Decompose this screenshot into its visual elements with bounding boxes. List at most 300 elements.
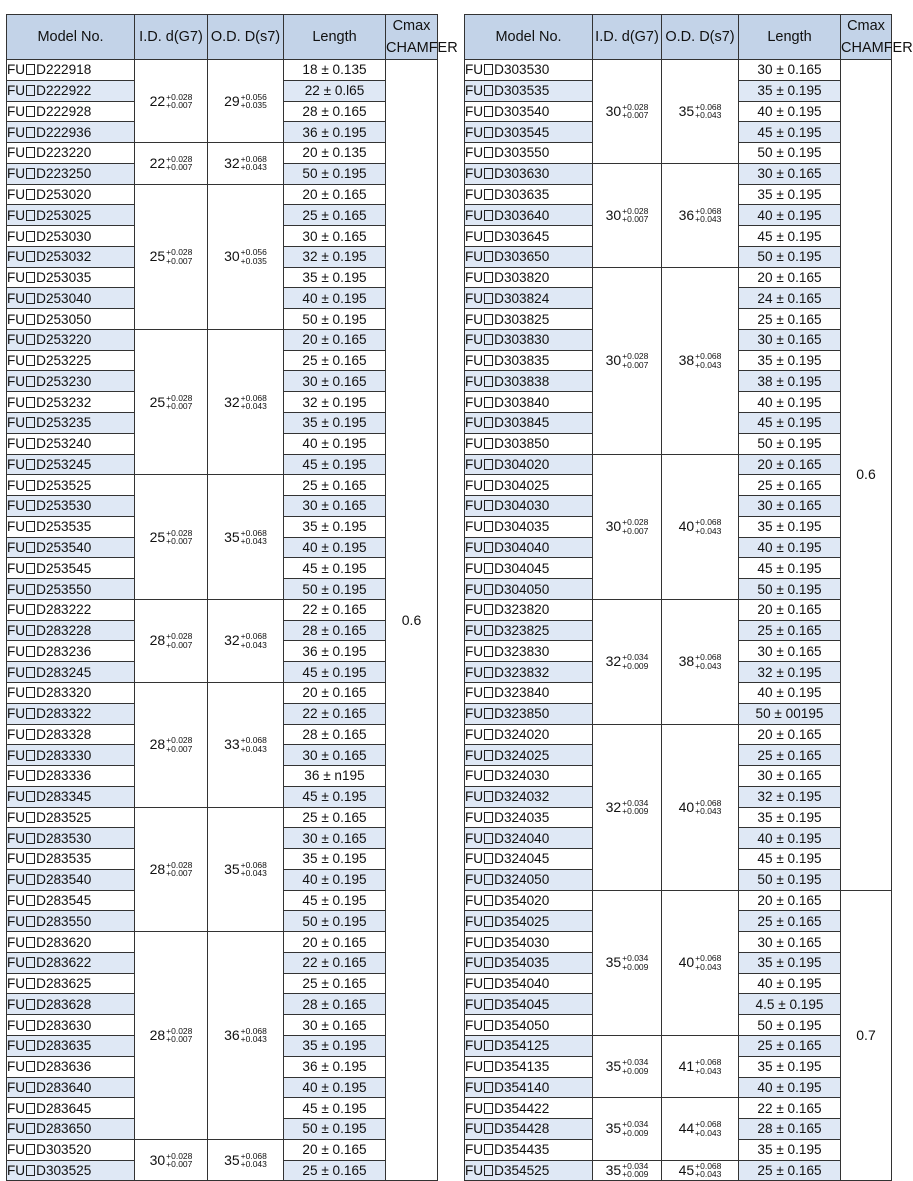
header-chamfer-bottom: CHAMFER bbox=[386, 40, 458, 56]
model-suffix: D324025 bbox=[494, 747, 550, 763]
model-suffix: D283525 bbox=[36, 809, 92, 825]
model-prefix: FU bbox=[465, 207, 484, 223]
model-prefix: FU bbox=[7, 249, 26, 265]
length-cell: 36 ± 0.195 bbox=[284, 122, 386, 143]
id-cell bbox=[593, 599, 662, 724]
model-suffix: D303820 bbox=[494, 270, 550, 286]
model-cell bbox=[465, 1160, 593, 1181]
model-suffix: D303535 bbox=[494, 83, 550, 99]
model-variant-box bbox=[484, 563, 493, 574]
model-suffix: D303840 bbox=[494, 394, 550, 410]
length-cell: 45 ± 0.195 bbox=[739, 226, 841, 247]
model-variant-box bbox=[484, 604, 493, 615]
model-prefix: FU bbox=[7, 726, 26, 742]
od-value bbox=[224, 1026, 267, 1045]
model-variant-box bbox=[484, 314, 493, 325]
model-suffix: D324020 bbox=[494, 726, 550, 742]
model-cell bbox=[7, 60, 135, 81]
length-cell: 25 ± 0.165 bbox=[739, 1035, 841, 1056]
length-cell: 50 ± 0.195 bbox=[739, 869, 841, 890]
od-value bbox=[224, 1151, 267, 1170]
model-suffix: D222936 bbox=[36, 124, 92, 140]
od-tol-lower: +0.043 bbox=[695, 214, 722, 225]
model-prefix: FU bbox=[465, 934, 484, 950]
model-prefix: FU bbox=[7, 664, 26, 680]
model-variant-box bbox=[484, 459, 493, 470]
model-suffix: D303525 bbox=[36, 1162, 92, 1178]
model-variant-box bbox=[26, 334, 35, 345]
od-base: 40 bbox=[678, 798, 695, 815]
model-variant-box bbox=[26, 1020, 35, 1031]
model-cell bbox=[7, 1160, 135, 1181]
od-value bbox=[224, 528, 267, 547]
length-cell: 4.5 ± 0.195 bbox=[739, 994, 841, 1015]
model-variant-box bbox=[26, 750, 35, 761]
model-cell bbox=[465, 371, 593, 392]
length-cell: 20 ± 0.165 bbox=[739, 267, 841, 288]
id-value bbox=[606, 1057, 649, 1076]
header-length: Length bbox=[284, 15, 386, 60]
od-tolerance bbox=[695, 799, 721, 816]
model-variant-box bbox=[484, 1040, 493, 1051]
model-variant-box bbox=[484, 853, 493, 864]
model-cell bbox=[465, 350, 593, 371]
model-cell bbox=[7, 267, 135, 288]
model-suffix: D253550 bbox=[36, 581, 92, 597]
model-prefix: FU bbox=[465, 456, 484, 472]
od-value bbox=[679, 953, 722, 972]
model-suffix: D253232 bbox=[36, 394, 92, 410]
model-variant-box bbox=[484, 1165, 493, 1176]
model-suffix: D253245 bbox=[36, 456, 92, 472]
od-base: 40 bbox=[678, 518, 695, 535]
id-tol-upper: +0.028 bbox=[166, 153, 193, 164]
model-prefix: FU bbox=[7, 1017, 26, 1033]
model-variant-box bbox=[484, 833, 493, 844]
id-cell bbox=[135, 932, 208, 1140]
model-cell bbox=[465, 599, 593, 620]
id-base: 28 bbox=[149, 632, 166, 649]
model-variant-box bbox=[26, 85, 35, 96]
model-variant-box bbox=[26, 64, 35, 75]
table-row bbox=[7, 143, 438, 164]
model-suffix: D354045 bbox=[494, 996, 550, 1012]
length-cell: 32 ± 0.195 bbox=[739, 662, 841, 683]
model-prefix: FU bbox=[465, 706, 484, 722]
model-variant-box bbox=[26, 563, 35, 574]
od-value bbox=[224, 92, 267, 111]
length-cell: 22 ± 0.165 bbox=[284, 599, 386, 620]
model-suffix: D253032 bbox=[36, 249, 92, 265]
model-cell bbox=[7, 163, 135, 184]
model-suffix: D283322 bbox=[36, 706, 92, 722]
id-tolerance bbox=[166, 394, 192, 411]
model-prefix: FU bbox=[7, 83, 26, 99]
model-variant-box bbox=[26, 895, 35, 906]
length-cell: 18 ± 0.135 bbox=[284, 60, 386, 81]
model-variant-box bbox=[484, 231, 493, 242]
model-prefix: FU bbox=[7, 955, 26, 971]
model-prefix: FU bbox=[7, 685, 26, 701]
length-cell: 40 ± 0.195 bbox=[284, 537, 386, 558]
id-value bbox=[150, 393, 193, 412]
model-cell bbox=[465, 205, 593, 226]
od-cell bbox=[208, 1139, 284, 1181]
model-variant-box bbox=[26, 189, 35, 200]
model-suffix: D283550 bbox=[36, 913, 92, 929]
length-cell: 22 ± 0.165 bbox=[284, 703, 386, 724]
model-prefix: FU bbox=[465, 145, 484, 161]
model-variant-box bbox=[26, 417, 35, 428]
model-prefix: FU bbox=[7, 270, 26, 286]
header-id: I.D. d(G7) bbox=[135, 15, 208, 60]
model-suffix: D323832 bbox=[494, 664, 550, 680]
length-cell: 25 ± 0.165 bbox=[739, 309, 841, 330]
model-variant-box bbox=[26, 210, 35, 221]
model-cell bbox=[7, 1015, 135, 1036]
length-cell: 25 ± 0.165 bbox=[739, 745, 841, 766]
model-variant-box bbox=[26, 625, 35, 636]
od-value bbox=[224, 154, 267, 173]
id-tol-upper: +0.028 bbox=[166, 859, 193, 870]
id-base: 25 bbox=[149, 528, 166, 545]
od-tol-lower: +0.043 bbox=[240, 401, 267, 412]
model-cell bbox=[465, 745, 593, 766]
id-base: 35 bbox=[605, 1058, 622, 1075]
length-cell: 35 ± 0.195 bbox=[284, 267, 386, 288]
model-prefix: FU bbox=[465, 1038, 484, 1054]
model-cell bbox=[465, 246, 593, 267]
model-prefix: FU bbox=[7, 62, 26, 78]
model-variant-box bbox=[26, 604, 35, 615]
model-variant-box bbox=[26, 1144, 35, 1155]
length-cell: 30 ± 0.165 bbox=[284, 496, 386, 517]
od-tol-lower: +0.043 bbox=[240, 162, 267, 173]
od-value bbox=[679, 517, 722, 536]
od-value bbox=[224, 860, 267, 879]
length-cell: 45 ± 0.195 bbox=[739, 849, 841, 870]
table-row bbox=[465, 599, 892, 620]
od-tol-upper: +0.068 bbox=[695, 101, 722, 112]
length-cell: 35 ± 0.195 bbox=[739, 1139, 841, 1160]
od-base: 44 bbox=[678, 1120, 695, 1137]
id-value bbox=[150, 528, 193, 547]
od-tol-upper: +0.068 bbox=[240, 153, 267, 164]
model-suffix: D303640 bbox=[494, 207, 550, 223]
length-cell: 30 ± 0.165 bbox=[739, 641, 841, 662]
id-value bbox=[150, 860, 193, 879]
model-suffix: D253035 bbox=[36, 270, 92, 286]
od-base: 35 bbox=[678, 102, 695, 119]
model-variant-box bbox=[484, 1144, 493, 1155]
id-base: 30 bbox=[605, 352, 622, 369]
id-value bbox=[150, 735, 193, 754]
model-prefix: FU bbox=[465, 228, 484, 244]
id-cell bbox=[135, 184, 208, 329]
header-chamfer-bottom: CHAMFER bbox=[841, 40, 913, 56]
model-prefix: FU bbox=[7, 498, 26, 514]
od-tolerance bbox=[241, 529, 267, 546]
length-cell: 30 ± 0.165 bbox=[284, 1015, 386, 1036]
id-tolerance bbox=[622, 352, 648, 369]
od-value bbox=[679, 351, 722, 370]
model-variant-box bbox=[26, 272, 35, 283]
model-cell bbox=[465, 143, 593, 164]
id-tol-upper: +0.028 bbox=[166, 735, 193, 746]
model-variant-box bbox=[26, 1103, 35, 1114]
model-variant-box bbox=[484, 667, 493, 678]
id-tol-upper: +0.028 bbox=[166, 392, 193, 403]
od-value bbox=[679, 1057, 722, 1076]
length-cell: 40 ± 0.195 bbox=[739, 1077, 841, 1098]
id-base: 22 bbox=[149, 92, 166, 109]
model-variant-box bbox=[484, 85, 493, 96]
model-prefix: FU bbox=[7, 311, 26, 327]
od-base: 35 bbox=[224, 528, 240, 545]
model-prefix: FU bbox=[465, 1162, 484, 1178]
model-prefix: FU bbox=[465, 62, 484, 78]
model-prefix: FU bbox=[465, 1100, 484, 1116]
model-prefix: FU bbox=[7, 1079, 26, 1095]
model-variant-box bbox=[484, 978, 493, 989]
model-suffix: D283236 bbox=[36, 643, 92, 659]
length-cell: 35 ± 0.195 bbox=[739, 952, 841, 973]
od-tol-upper: +0.056 bbox=[240, 247, 267, 258]
model-prefix: FU bbox=[465, 955, 484, 971]
header-id: I.D. d(G7) bbox=[593, 15, 662, 60]
table-row bbox=[465, 1098, 892, 1119]
model-cell bbox=[465, 537, 593, 558]
length-cell: 50 ± 0.195 bbox=[739, 143, 841, 164]
id-tol-upper: +0.028 bbox=[166, 247, 193, 258]
model-prefix: FU bbox=[7, 228, 26, 244]
length-cell: 36 ± n195 bbox=[284, 766, 386, 787]
model-suffix: D222918 bbox=[36, 62, 92, 78]
od-tolerance bbox=[695, 518, 721, 535]
length-cell: 50 ± 0.195 bbox=[739, 579, 841, 600]
length-cell: 20 ± 0.165 bbox=[284, 329, 386, 350]
id-tolerance bbox=[166, 93, 192, 110]
od-tol-upper: +0.068 bbox=[695, 1119, 722, 1130]
od-base: 32 bbox=[224, 632, 240, 649]
id-tolerance bbox=[622, 1058, 648, 1075]
model-cell bbox=[7, 703, 135, 724]
id-tol-lower: +0.007 bbox=[166, 162, 193, 173]
od-tolerance bbox=[241, 1152, 267, 1169]
model-prefix: FU bbox=[465, 643, 484, 659]
model-prefix: FU bbox=[7, 456, 26, 472]
model-prefix: FU bbox=[465, 726, 484, 742]
od-tol-upper: +0.068 bbox=[695, 1057, 722, 1068]
length-cell: 28 ± 0.165 bbox=[284, 724, 386, 745]
id-tol-lower: +0.007 bbox=[166, 536, 193, 547]
model-suffix: D303650 bbox=[494, 249, 550, 265]
model-prefix: FU bbox=[7, 1162, 26, 1178]
length-cell: 40 ± 0.195 bbox=[284, 1077, 386, 1098]
od-tol-upper: +0.068 bbox=[695, 517, 722, 528]
id-tolerance bbox=[622, 954, 648, 971]
length-cell: 30 ± 0.165 bbox=[284, 371, 386, 392]
model-prefix: FU bbox=[465, 477, 484, 493]
od-cell bbox=[208, 60, 284, 143]
model-cell bbox=[465, 682, 593, 703]
model-suffix: D303824 bbox=[494, 290, 550, 306]
length-cell: 30 ± 0.165 bbox=[739, 163, 841, 184]
model-suffix: D354025 bbox=[494, 913, 550, 929]
model-prefix: FU bbox=[465, 830, 484, 846]
model-prefix: FU bbox=[465, 332, 484, 348]
model-variant-box bbox=[484, 147, 493, 158]
model-suffix: D303520 bbox=[36, 1142, 92, 1158]
header-length: Length bbox=[739, 15, 841, 60]
id-tol-lower: +0.007 bbox=[166, 401, 193, 412]
od-value bbox=[679, 798, 722, 817]
id-tol-upper: +0.028 bbox=[622, 351, 649, 362]
id-base: 28 bbox=[149, 736, 166, 753]
od-base: 38 bbox=[678, 653, 695, 670]
model-cell bbox=[7, 620, 135, 641]
model-prefix: FU bbox=[465, 976, 484, 992]
table-row bbox=[465, 1160, 892, 1181]
length-cell: 20 ± 0.165 bbox=[739, 724, 841, 745]
id-cell bbox=[593, 724, 662, 890]
od-tol-upper: +0.068 bbox=[240, 631, 267, 642]
table-row bbox=[7, 682, 438, 703]
table-body bbox=[465, 60, 892, 1181]
id-cell bbox=[593, 163, 662, 267]
model-cell bbox=[7, 516, 135, 537]
length-cell: 25 ± 0.165 bbox=[739, 475, 841, 496]
model-prefix: FU bbox=[465, 270, 484, 286]
model-suffix: D253030 bbox=[36, 228, 92, 244]
od-cell bbox=[662, 60, 739, 164]
id-tol-upper: +0.028 bbox=[622, 101, 649, 112]
length-cell: 30 ± 0.165 bbox=[739, 329, 841, 350]
model-suffix: D222928 bbox=[36, 103, 92, 119]
id-value bbox=[606, 1119, 649, 1138]
length-cell: 30 ± 0.165 bbox=[284, 828, 386, 849]
model-suffix: D323820 bbox=[494, 602, 550, 618]
model-prefix: FU bbox=[465, 1121, 484, 1137]
length-cell: 35 ± 0.195 bbox=[739, 516, 841, 537]
model-cell bbox=[7, 641, 135, 662]
od-base: 35 bbox=[224, 860, 240, 877]
id-value bbox=[606, 798, 649, 817]
id-value bbox=[606, 953, 649, 972]
od-cell bbox=[208, 184, 284, 329]
model-suffix: D253230 bbox=[36, 373, 92, 389]
model-variant-box bbox=[26, 293, 35, 304]
model-suffix: D223220 bbox=[36, 145, 92, 161]
model-prefix: FU bbox=[465, 560, 484, 576]
model-prefix: FU bbox=[465, 124, 484, 140]
model-cell bbox=[465, 101, 593, 122]
model-cell bbox=[465, 952, 593, 973]
od-tol-upper: +0.056 bbox=[240, 91, 267, 102]
model-suffix: D283540 bbox=[36, 872, 92, 888]
model-cell bbox=[7, 994, 135, 1015]
model-cell bbox=[465, 662, 593, 683]
id-tol-lower: +0.007 bbox=[622, 359, 649, 370]
model-cell bbox=[465, 828, 593, 849]
od-tol-upper: +0.068 bbox=[240, 1150, 267, 1161]
id-cell bbox=[593, 60, 662, 164]
id-tolerance bbox=[622, 1162, 648, 1179]
id-tol-lower: +0.009 bbox=[622, 1065, 649, 1076]
model-suffix: D283620 bbox=[36, 934, 92, 950]
model-variant-box bbox=[26, 106, 35, 117]
length-cell: 28 ± 0.165 bbox=[739, 1119, 841, 1140]
model-suffix: D323850 bbox=[494, 706, 550, 722]
od-tolerance bbox=[695, 653, 721, 670]
od-tol-upper: +0.068 bbox=[240, 527, 267, 538]
od-cell bbox=[208, 599, 284, 682]
model-cell bbox=[465, 1077, 593, 1098]
model-suffix: D303835 bbox=[494, 353, 550, 369]
model-variant-box bbox=[26, 168, 35, 179]
id-tol-upper: +0.028 bbox=[166, 1025, 193, 1036]
model-variant-box bbox=[484, 480, 493, 491]
model-suffix: D283530 bbox=[36, 830, 92, 846]
od-tolerance bbox=[695, 207, 721, 224]
model-variant-box bbox=[484, 210, 493, 221]
id-tolerance bbox=[166, 248, 192, 265]
model-variant-box bbox=[484, 584, 493, 595]
od-tol-upper: +0.068 bbox=[695, 797, 722, 808]
model-cell bbox=[7, 537, 135, 558]
model-suffix: D253220 bbox=[36, 332, 92, 348]
model-variant-box bbox=[26, 957, 35, 968]
model-variant-box bbox=[484, 895, 493, 906]
model-prefix: FU bbox=[465, 1142, 484, 1158]
model-suffix: D323825 bbox=[494, 623, 550, 639]
length-cell: 40 ± 0.195 bbox=[739, 682, 841, 703]
id-base: 28 bbox=[149, 860, 166, 877]
id-value bbox=[150, 154, 193, 173]
id-tol-upper: +0.034 bbox=[622, 1119, 649, 1130]
length-cell: 35 ± 0.195 bbox=[284, 1035, 386, 1056]
length-cell: 36 ± 0.195 bbox=[284, 641, 386, 662]
table-row bbox=[465, 1035, 892, 1056]
length-cell: 50 ± 0.195 bbox=[284, 163, 386, 184]
od-base: 29 bbox=[224, 92, 240, 109]
model-cell bbox=[7, 558, 135, 579]
od-cell bbox=[662, 1035, 739, 1097]
model-suffix: D253040 bbox=[36, 290, 92, 306]
od-base: 38 bbox=[678, 352, 695, 369]
model-suffix: D283245 bbox=[36, 664, 92, 680]
od-tolerance bbox=[695, 1058, 721, 1075]
length-cell: 20 ± 0.165 bbox=[284, 682, 386, 703]
od-tol-lower: +0.043 bbox=[695, 961, 722, 972]
model-cell bbox=[7, 599, 135, 620]
length-cell: 45 ± 0.195 bbox=[284, 890, 386, 911]
model-variant-box bbox=[26, 1082, 35, 1093]
model-prefix: FU bbox=[465, 996, 484, 1012]
od-tolerance bbox=[241, 93, 267, 110]
model-suffix: D283535 bbox=[36, 851, 92, 867]
model-suffix: D324035 bbox=[494, 809, 550, 825]
model-prefix: FU bbox=[7, 830, 26, 846]
od-base: 30 bbox=[224, 248, 240, 265]
od-value bbox=[224, 735, 267, 754]
model-cell bbox=[7, 143, 135, 164]
id-cell bbox=[135, 143, 208, 185]
model-variant-box bbox=[484, 355, 493, 366]
id-tol-lower: +0.009 bbox=[622, 1169, 649, 1180]
model-cell bbox=[7, 205, 135, 226]
length-cell: 20 ± 0.165 bbox=[739, 454, 841, 475]
